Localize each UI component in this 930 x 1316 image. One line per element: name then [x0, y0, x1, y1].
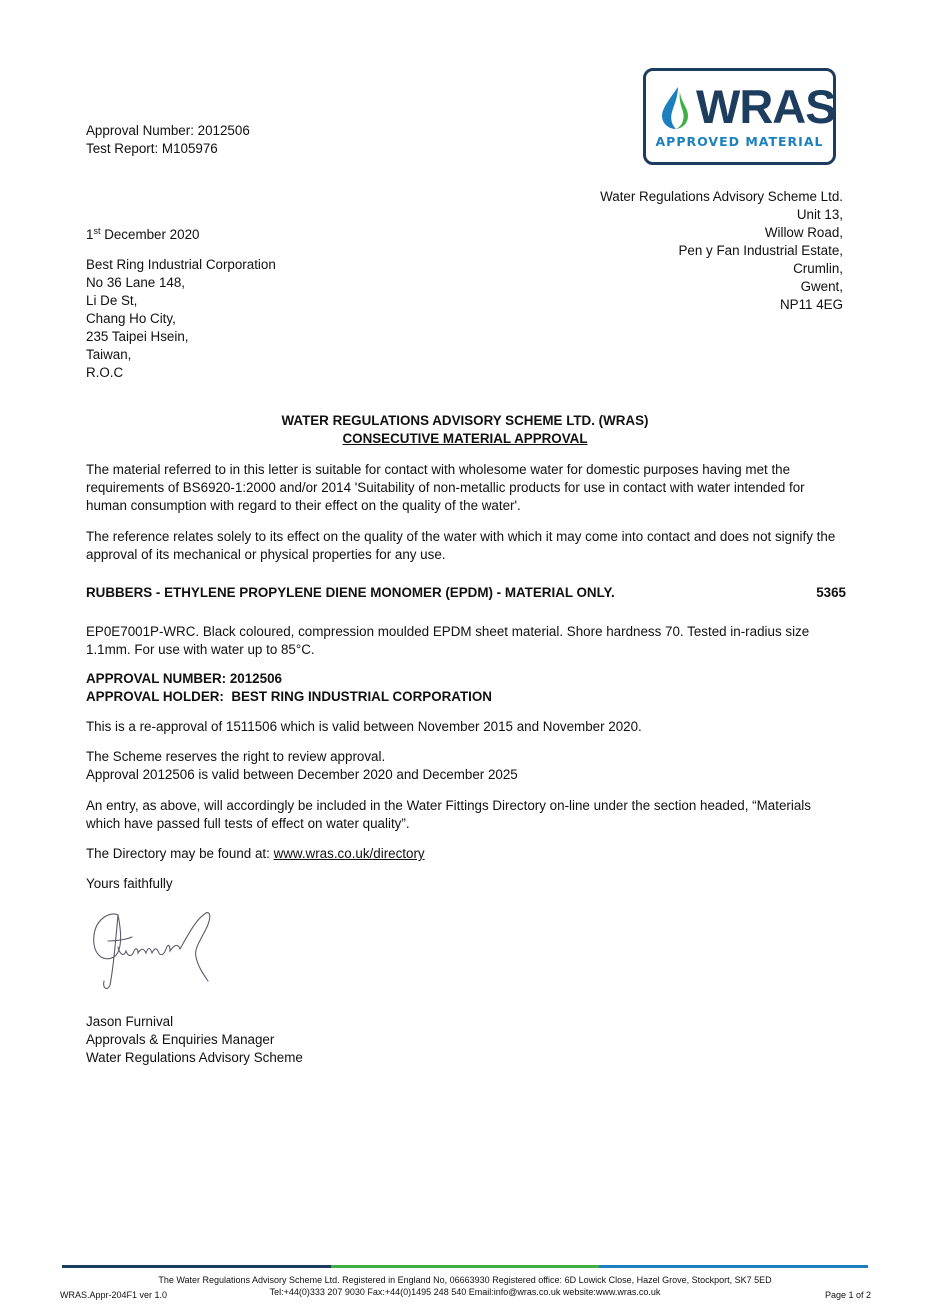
- review-line-1: The Scheme reserves the right to review approval.: [86, 749, 386, 764]
- reference-block: [86, 122, 250, 158]
- material-description: EP0E7001P-WRC. Black coloured, compression moulded EPDM sheet material. Shore hardness 70. Tested in-radius size 1.1mm. For use with water up to 85°C.: [86, 624, 810, 657]
- sender-address-line: Gwent,: [800, 279, 843, 294]
- recipient-address-line: Taiwan,: [86, 347, 132, 362]
- sender-address-line: NP11 4EG: [779, 297, 843, 312]
- footer-bar-green: [331, 1265, 600, 1268]
- date-day: 1: [86, 227, 94, 242]
- footer-color-bar: [62, 1265, 868, 1268]
- letter-date: [86, 226, 199, 244]
- directory-link[interactable]: www.wras.co.uk/directory: [273, 846, 425, 861]
- footer-bar-blue: [599, 1265, 868, 1268]
- recipient-address-line: Li De St,: [86, 293, 138, 308]
- signature-image: [88, 905, 218, 995]
- recipient-address: [86, 256, 276, 382]
- signatory-name: Jason Furnival: [86, 1014, 174, 1029]
- directory-paragraph: [86, 845, 846, 863]
- review-block: [86, 748, 846, 784]
- sender-address: [600, 188, 843, 314]
- approval-number-heading: APPROVAL NUMBER: 2012506: [86, 671, 282, 686]
- sender-address-line: Pen y Fan Industrial Estate,: [678, 243, 843, 258]
- title-line-2: CONSECUTIVE MATERIAL APPROVAL: [342, 431, 588, 446]
- footer-registration: The Water Regulations Advisory Scheme Ltd. Registered in England No, 06663930 Registered office: 6D Lowick Close, Hazel Grove, Stockport, SK7 5ED: [158, 1275, 772, 1285]
- date-suffix: st: [93, 226, 101, 236]
- recipient-address-line: Best Ring Industrial Corporation: [86, 257, 276, 272]
- date-rest: December 2020: [100, 227, 200, 242]
- recipient-address-line: No 36 Lane 148,: [86, 275, 186, 290]
- footer-doc-ref: WRAS.Appr-204F1 ver 1.0: [60, 1290, 168, 1300]
- suitability-paragraph: The material referred to in this letter is suitable for contact with wholesome water for domestic purposes having met the requirements of BS6920-1:2000 and/or 2014 'Suitability of non-metallic products for use in contact with water intended for human consumption with regard to their effect on the quality of the water'.: [86, 462, 805, 513]
- approval-number: Approval Number: 2012506: [86, 123, 250, 138]
- review-line-2: Approval 2012506 is valid between December 2020 and December 2025: [86, 767, 518, 782]
- sender-address-line: Water Regulations Advisory Scheme Ltd.: [600, 189, 843, 204]
- closing: Yours faithfully: [86, 876, 173, 891]
- logo-wordmark: WRAS: [696, 80, 836, 133]
- directory-prefix: The Directory may be found at:: [86, 846, 274, 861]
- reference-paragraph: The reference relates solely to its effect on the quality of the water with which it may come into contact and does not signify the approval of its mechanical or physical properties for any use.: [86, 529, 836, 562]
- signatory-block: [86, 1013, 303, 1067]
- wras-logo: [643, 68, 836, 165]
- water-drop-icon: [658, 85, 694, 131]
- reapproval-paragraph: This is a re-approval of 1511506 which is valid between November 2015 and November 2020.: [86, 719, 642, 734]
- sender-address-line: Willow Road,: [764, 225, 843, 240]
- logo-tagline: APPROVED MATERIAL: [655, 134, 824, 149]
- sender-address-line: Unit 13,: [796, 207, 843, 222]
- footer-contact: Tel:+44(0)333 207 9030 Fax:+44(0)1495 248 540 Email:info@wras.co.uk website:www.wras.co.uk: [269, 1287, 661, 1297]
- material-code: 5365: [816, 585, 846, 600]
- footer-bar-navy: [62, 1265, 331, 1268]
- test-report: Test Report: M105976: [86, 141, 218, 156]
- footer-page-number: Page 1 of 2: [824, 1290, 871, 1300]
- signatory-org: Water Regulations Advisory Scheme: [86, 1050, 303, 1065]
- recipient-address-line: Chang Ho City,: [86, 311, 176, 326]
- approval-holder-heading: APPROVAL HOLDER: BEST RING INDUSTRIAL CORPORATION: [86, 689, 492, 704]
- title-line-1: WATER REGULATIONS ADVISORY SCHEME LTD. (WRAS): [281, 413, 649, 428]
- material-heading: RUBBERS - ETHYLENE PROPYLENE DIENE MONOMER (EPDM) - MATERIAL ONLY.: [86, 585, 615, 600]
- signatory-role: Approvals & Enquiries Manager: [86, 1032, 275, 1047]
- recipient-address-line: R.O.C: [86, 365, 124, 380]
- directory-entry-paragraph: An entry, as above, will accordingly be included in the Water Fittings Directory on-line under the section headed, “Materials which have passed full tests of effect on water quality”.: [86, 798, 811, 831]
- sender-address-line: Crumlin,: [793, 261, 843, 276]
- approval-block: [86, 670, 846, 706]
- letter-title: [0, 412, 930, 448]
- recipient-address-line: 235 Taipei Hsein,: [86, 329, 189, 344]
- material-heading-row: [86, 584, 846, 602]
